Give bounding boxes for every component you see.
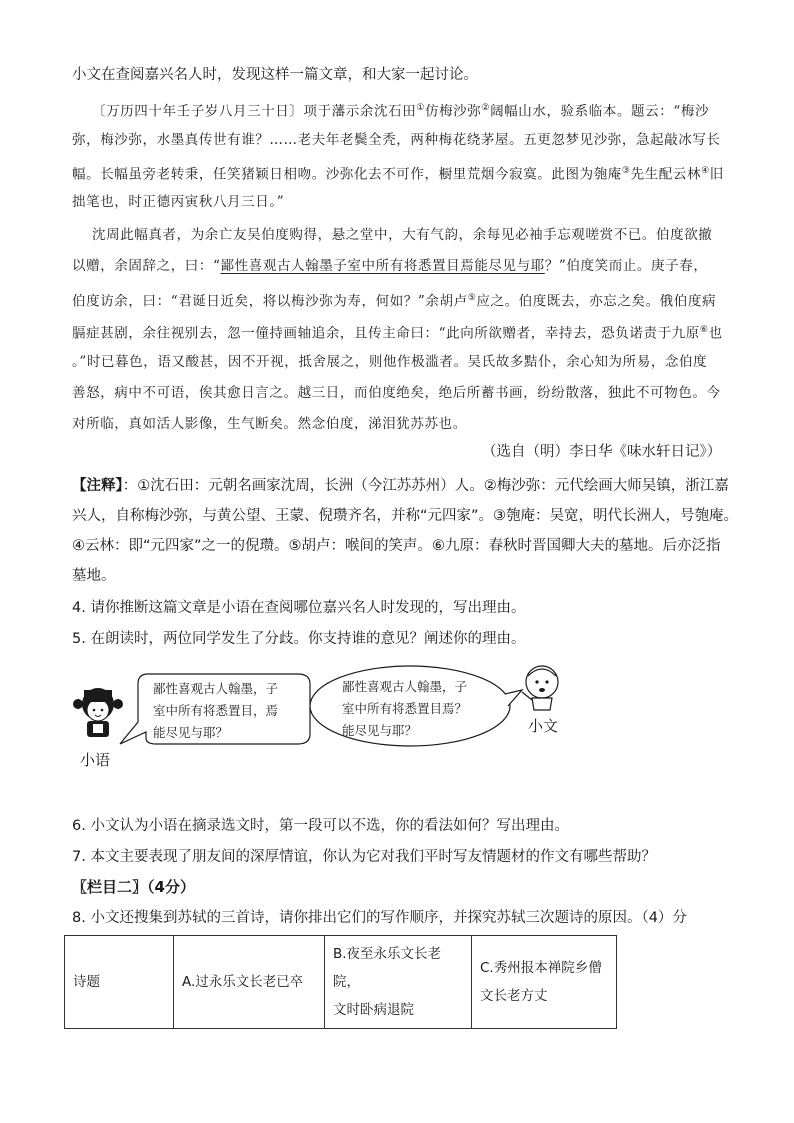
right-bubble-text: 鄙性喜观古人翰墨，子 室中所有将悉置目焉？ 能尽见与耶？	[342, 679, 468, 738]
table-row	[65, 936, 617, 1029]
table-header-cell: 诗题	[65, 936, 174, 1029]
passage-p1-line3: 幅。长幅虽旁老转秉，任笑猪颖日相吻。沙弥化去不可作，橱里荒烟今寂寞。此图为匏庵③先生配云林④旧	[72, 166, 724, 183]
left-speaker-name: 小语	[80, 751, 111, 769]
passage-p2-line2: 以赠，余固辞之，曰：“鄙性喜观古人翰墨子室中所有将悉置目焉能尽见与耶？”伯度笑而止。庚子春，	[72, 258, 708, 274]
source-citation: （选自（明）李日华《味水轩日记》）	[482, 444, 722, 460]
passage-p2-line1: 沈周此幅真者，为余亡友吴伯度购得，悬之堂中，大有气韵，余每见必袖手忘观嗟赏不已。伯度欲撤	[92, 227, 713, 243]
question-4: 4. 请你推断这篇文章是小语在查阅哪位嘉兴名人时发现的，写出理由。	[72, 600, 526, 616]
right-speaker-name: 小文	[528, 717, 559, 735]
dialogue-illustration	[60, 660, 580, 780]
passage-p2-line7: 对所临，真如活人影像，生气断矣。然念伯度，涕泪犹苏苏也。	[72, 416, 467, 432]
notes-line2: 兴人，自称梅沙弥，与黄公望、王蒙、倪瓒齐名，并称“元四家”。③匏庵：吴宽，明代长洲人，号匏庵。	[72, 508, 739, 524]
question-8: 8. 小文还搜集到苏轼的三首诗，请你排出它们的写作顺序，并探究苏轼三次题诗的原因。（4）分	[72, 910, 687, 926]
question-7: 7. 本文主要表现了朋友间的深厚情谊，你认为它对我们平时写友情题材的作文有哪些帮助？	[72, 849, 656, 865]
poem-c-cell: C.秀州报本禅院乡僧 文长老方丈	[472, 936, 617, 1029]
girl-figure-icon	[73, 688, 123, 737]
left-bubble-text: 鄙性喜观古人翰墨，子 室中所有将悉置目，焉 能尽见与耶？	[153, 681, 279, 740]
passage-p2-line4: 膈症甚剧，余往视别去，忽一僮持画轴追余，且传主命曰：“此向所欲赠者，幸持去，恐负诺责于九原⑥也	[72, 325, 723, 342]
passage-p2-line5: 。”时已暮色，语又酸甚，因不开视，抵舍展之，则他作极滥者。吴氏故多黠仆，余心知为所易，念伯度	[72, 354, 708, 370]
notes-line4: 墓地。	[72, 568, 116, 584]
question-5: 5. 在朗读时，两位同学发生了分歧。你支持谁的意见？阐述你的理由。	[72, 631, 526, 647]
underlined-sentence: 鄙性喜观古人翰墨子室中所有将悉置目焉能尽见与耶	[220, 258, 545, 274]
passage-p1-line4: 拙笔也，时正德丙寅秋八月三日。”	[72, 194, 285, 210]
passage-p1-line1: 〔万历四十年壬子岁八月三十日〕项于藩示余沈石田①仿梅沙弥②阔幅山水，验系临本。题云：“梅沙	[92, 103, 710, 120]
notes-label: 【注释】	[72, 478, 123, 494]
passage-p2-line6: 善怒，病中不可语，俟其愈日言之。越三日，而伯度绝矣，绝后所蓄书画，纷纷散落，独此不可物色。今	[72, 385, 721, 401]
intro-text: 小文在查阅嘉兴名人时，发现这样一篇文章，和大家一起讨论。	[72, 67, 478, 83]
boy-figure-icon	[522, 666, 558, 710]
poem-table	[64, 935, 617, 1029]
notes-line3: ④云林：即“元四家”之一的倪瓒。⑤胡卢：喉间的笑声。⑥九原：春秋时晋国卿大夫的墓地。后亦泛指	[72, 538, 721, 554]
poem-b-cell: B.夜至永乐文长老院， 文时卧病退院	[325, 936, 472, 1029]
question-6: 6. 小文认为小语在摘录选文时，第一段可以不选，你的看法如何？写出理由。	[72, 818, 569, 834]
passage-p2-line3: 伯度访余，曰：“君诞日近矣，将以梅沙弥为寿，何如？”余胡卢⑤应之。伯度既去，亦忘之矣。俄伯度病	[72, 293, 717, 310]
section2-heading: 〖栏目二〗（4分）	[72, 878, 195, 896]
notes-line1: 【注释】：①沈石田：元朝名画家沈周，长洲（今江苏苏州）人。②梅沙弥：元代绘画大师吴镇，浙江嘉	[72, 478, 729, 494]
passage-p1-line2: 弥，梅沙弥，水墨真传世有谁？……老夫年老鬓全秃，两种梅花绕茅屋。五更忽梦见沙弥，急起敲冰写长	[72, 132, 721, 148]
poem-a-cell: A.过永乐文长老已卒	[174, 936, 325, 1029]
